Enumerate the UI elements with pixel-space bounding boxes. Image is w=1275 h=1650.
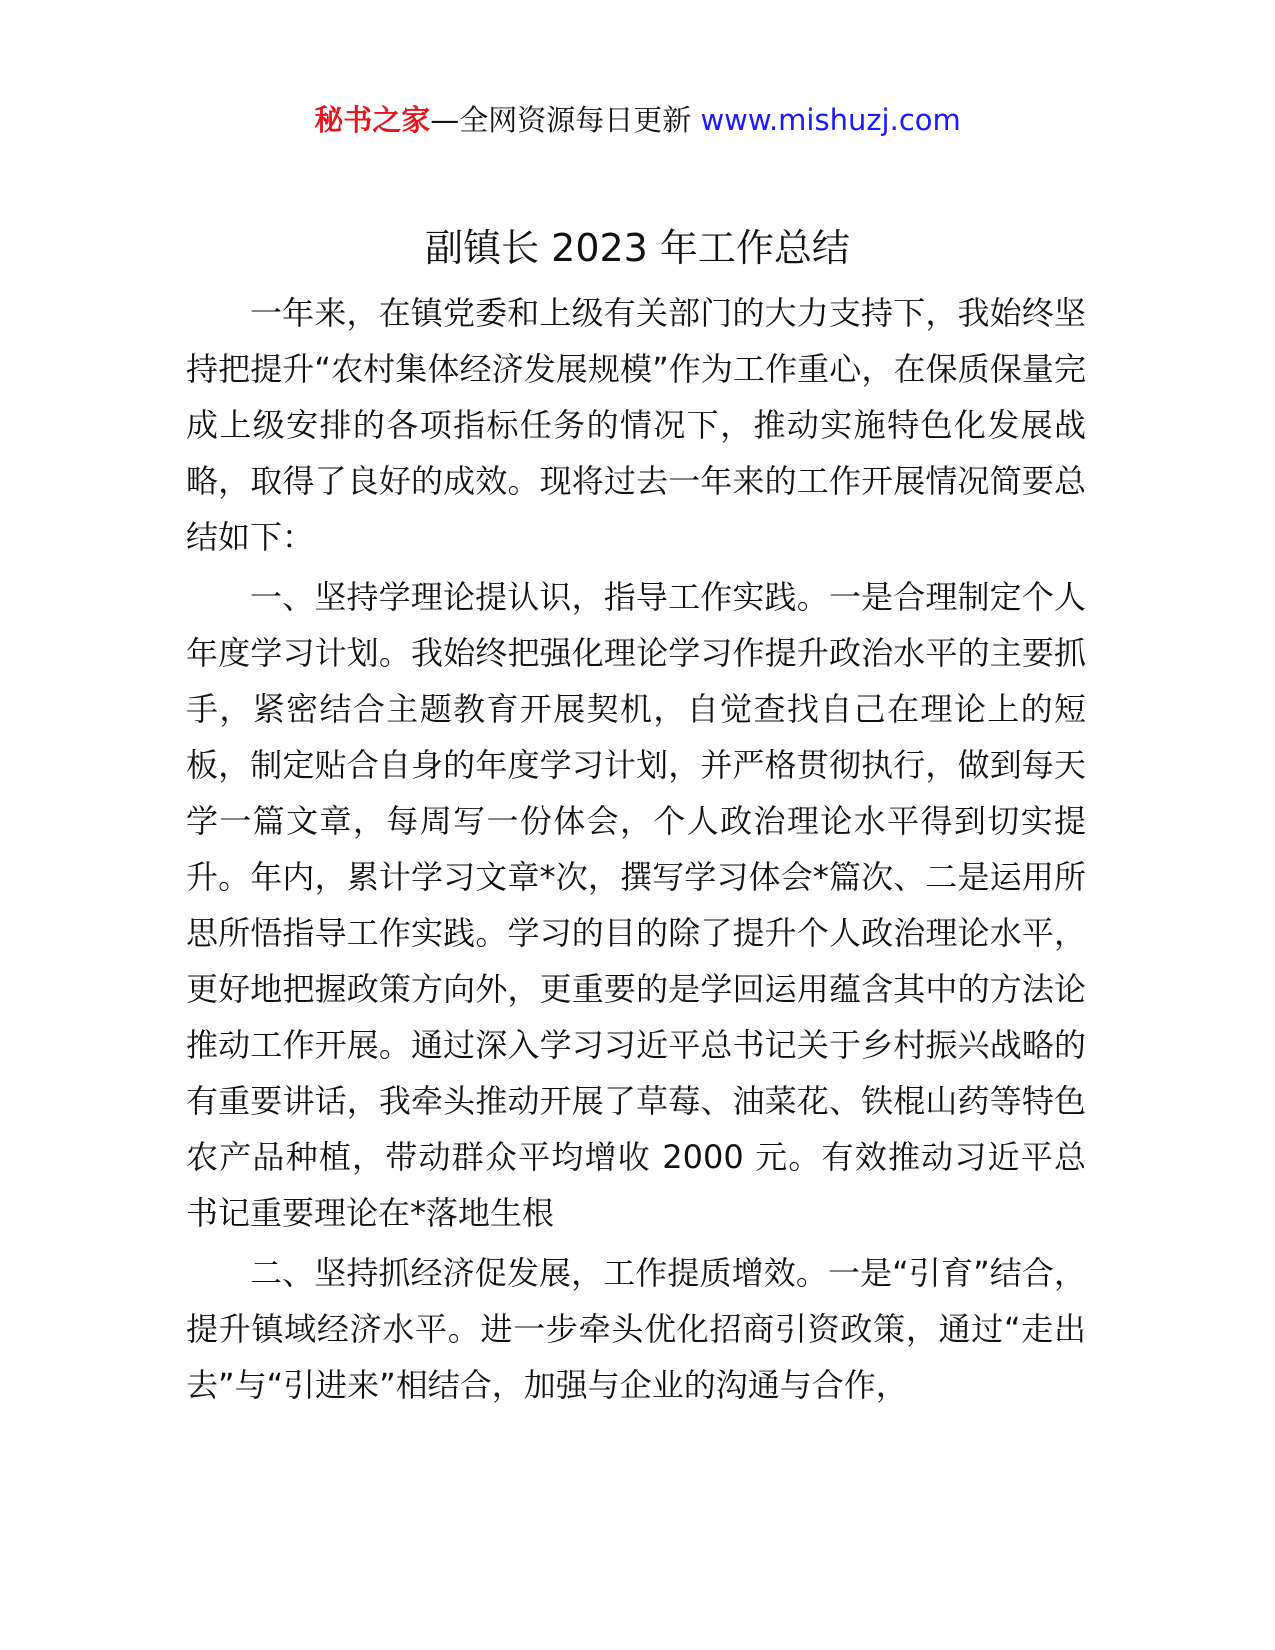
site-url-link[interactable]: www.mishuzj.com [700, 103, 961, 137]
document-body [186, 285, 1086, 1417]
document-title: 副镇长 2023 年工作总结 [425, 226, 850, 270]
paragraph-section-two: 二、坚持抓经济促发展，工作提质增效。一是“引育”结合，提升镇域经济水平。进一步牵头优化招商引资政策，通过“走出去”与“引进来”相结合，加强与企业的沟通与合作， [186, 1254, 1086, 1404]
paragraph-section-one: 一、坚持学理论提认识，指导工作实践。一是合理制定个人年度学习计划。我始终把强化理论学习作提升政治水平的主要抓手，紧密结合主题教育开展契机，自觉查找自己在理论上的短板，制定贴合自身的年度学习计划，并严格贯彻执行，做到每天学一篇文章，每周写一份体会，个人政治理论水平得到切实提升。年内，累计学习文章*次，撰写学习体会*篇次、二是运用所思所悟指导工作实践。学习的目的除了提升个人政治理论水平，更好地把握政策方向外，更重要的是学回运用蕴含其中的方法论推动工作开展。通过深入学习习近平总书记关于乡村振兴战略的有重要讲话，我牵头推动开展了草莓、油菜花、铁棍山药等特色农产品种植，带动群众平均增收 2000 元。有效推动习近平总书记重要理论在*落地生根 [186, 578, 1086, 1232]
header-tagline: —全网资源每日更新 [430, 103, 701, 137]
paragraph-intro: 一年来，在镇党委和上级有关部门的大力支持下，我始终坚持把提升“农村集体经济发展规模”作为工作重心，在保质保量完成上级安排的各项指标任务的情况下，推动实施特色化发展战略，取得了良好的成效。现将过去一年来的工作开展情况简要总结如下： [186, 294, 1086, 556]
site-header [0, 100, 1275, 140]
brand-name: 秘书之家 [314, 103, 431, 137]
